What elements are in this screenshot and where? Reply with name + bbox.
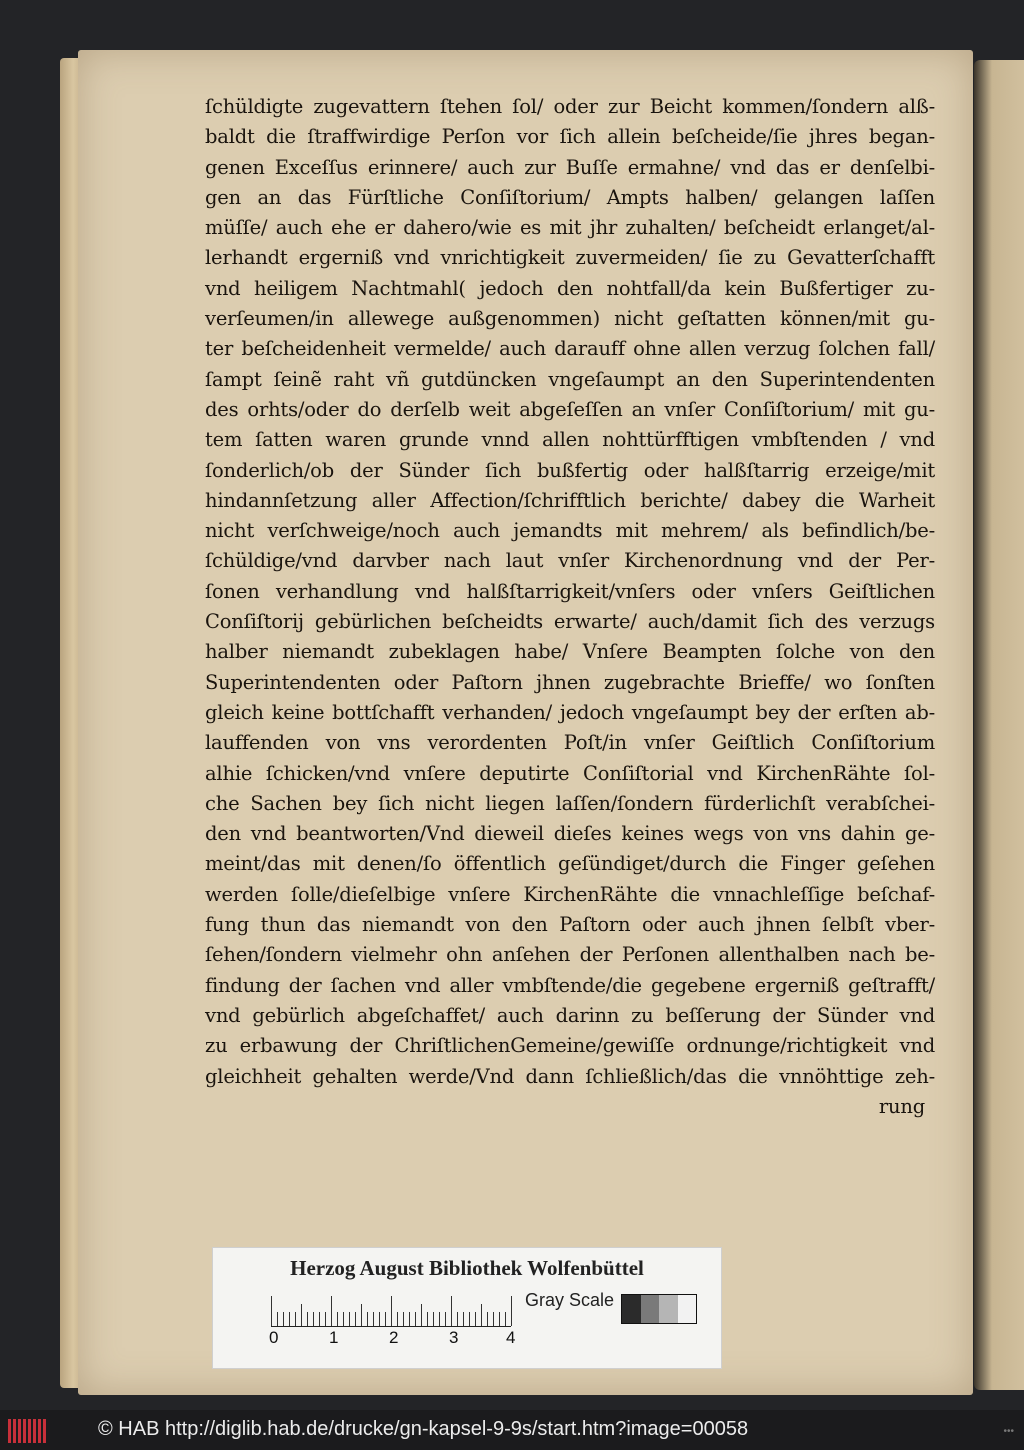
ruler-tick bbox=[499, 1312, 500, 1326]
ruler-tick bbox=[445, 1312, 446, 1326]
ruler-tick bbox=[391, 1296, 392, 1326]
text-line: ter beſcheidenheit vermelde/ auch darauff ohne allen verzug ſolchen fall/ bbox=[205, 337, 935, 361]
ruler-tick bbox=[307, 1312, 308, 1326]
ruler-tick bbox=[271, 1296, 272, 1326]
ruler-tick bbox=[397, 1312, 398, 1326]
ruler-tick bbox=[373, 1312, 374, 1326]
text-line: vnd gebürlich abgeſchaffet/ auch darinn zu beſſerung der Sünder vnd bbox=[205, 1003, 935, 1027]
text-line: hindannſetzung aller Affection/ſchrifftlich berichte/ dabey die Warheit bbox=[205, 488, 935, 512]
ruler-tick bbox=[457, 1312, 458, 1326]
text-line: vnd heiligem Nachtmahl( jedoch den nohtfall/da kein Bußfertiger zu- bbox=[205, 276, 935, 300]
text-line: Conſiſtorij gebürlichen beſcheidts erwarte/ auch/damit ſich des verzugs bbox=[205, 610, 935, 634]
gray-swatch bbox=[641, 1295, 660, 1323]
ruler-tick bbox=[469, 1312, 470, 1326]
text-line: fung thun das niemandt von den Paſtorn oder auch jhnen ſelbſt vber- bbox=[205, 913, 935, 937]
ruler-tick bbox=[343, 1312, 344, 1326]
ruler-label: 0 bbox=[269, 1328, 279, 1347]
ruler-tick bbox=[511, 1296, 512, 1326]
text-line: gen an das Fürſtliche Conſiſtorium/ Ampts halben/ gelangen laſſen bbox=[205, 185, 935, 209]
next-page-edge bbox=[974, 60, 1024, 1390]
ruler-tick bbox=[313, 1312, 314, 1326]
text-line: den vnd beantworten/Vnd dieweil dieſes keines wegs von vns dahin ge- bbox=[205, 822, 935, 846]
footer-link[interactable]: © HAB http://diglib.hab.de/drucke/gn-kapsel-9-9s/start.htm?image=00058 bbox=[98, 1418, 749, 1440]
text-line: genen Exceſſus erinnere/ auch zur Buſſe ermahne/ vnd das er denſelbi- bbox=[205, 155, 935, 179]
gray-scale-label: Gray Scale bbox=[525, 1290, 615, 1310]
ruler-tick bbox=[295, 1312, 296, 1326]
text-line: findung der ſachen vnd aller vmbſtende/die gegebene ergerniß geſtrafft/ bbox=[205, 973, 935, 997]
page-text bbox=[205, 92, 935, 1122]
ruler-tick bbox=[331, 1296, 332, 1326]
text-line: meint/das mit denen/ſo öffentlich geſündiget/durch die Finger geſehen bbox=[205, 852, 935, 876]
ruler-label: 2 bbox=[389, 1328, 399, 1347]
text-line: ſehen/ſondern vielmehr ohn anſehen der Perſonen allenthalben nach be- bbox=[205, 943, 935, 967]
text-line: rung bbox=[878, 1094, 925, 1118]
ruler-tick bbox=[439, 1312, 440, 1326]
text-line: lerhandt ergerniß vnd vnrichtigkeit zuvermeiden/ ſie zu Gevatterſchafft bbox=[205, 246, 935, 270]
ruler-label: 3 bbox=[449, 1328, 459, 1347]
text-line: tem ſatten waren grunde vnnd allen nohttürfftigen vmbſtenden / vnd bbox=[205, 428, 935, 452]
text-line: nicht verſchweige/noch auch jemandts mit mehrem/ als befindlich/be- bbox=[205, 519, 935, 543]
ruler-label: 4 bbox=[506, 1328, 516, 1347]
text-line: ſchüldige/vnd darvber nach laut vnſer Kirchenordnung vnd der Per- bbox=[205, 549, 935, 573]
text-line: gleich keine bottſchafft verhanden/ jedoch vngeſaumpt bey der erſten ab- bbox=[205, 700, 935, 724]
ruler-tick bbox=[319, 1312, 320, 1326]
ruler-tick bbox=[349, 1312, 350, 1326]
ruler-tick bbox=[505, 1312, 506, 1326]
text-line: baldt die ſtraffwirdige Perſon vor ſich allein beſcheide/ſie jhres began- bbox=[205, 125, 935, 149]
ruler-tick bbox=[451, 1296, 452, 1326]
text-line: che Sachen bey ſich nicht liegen laſſen/ſondern fürderlichſt verabſchei- bbox=[205, 791, 935, 815]
text-line: verſeumen/in allewege außgenommen) nicht geſtatten können/mit gu- bbox=[205, 307, 935, 331]
ruler-tick bbox=[277, 1312, 278, 1326]
ruler-tick bbox=[415, 1312, 416, 1326]
text-line: ſonderlich/ob der Sünder ſich bußfertig oder halßſtarrig erzeige/mit bbox=[205, 458, 935, 482]
ruler-tick bbox=[463, 1312, 464, 1326]
colorbar-title: Herzog August Bibliothek Wolfenbüttel bbox=[290, 1256, 644, 1280]
ruler-tick bbox=[325, 1312, 326, 1326]
text-line: werden ſolle/dieſelbige vnſere KirchenRähte die vnnachleſſige beſchaf- bbox=[205, 882, 935, 906]
footer-dots: ••• bbox=[1003, 1426, 1014, 1437]
ruler-tick bbox=[337, 1312, 338, 1326]
gray-swatch bbox=[678, 1295, 697, 1323]
ruler-label: 1 bbox=[329, 1328, 339, 1347]
ruler-tick bbox=[481, 1304, 482, 1326]
text-line: ſchüldigte zugevattern ſtehen ſol/ oder zur Beicht kommen/ſondern alß- bbox=[205, 95, 935, 118]
text-line: halber niemandt zubeklagen habe/ Vnſere Beampten ſolche von den bbox=[205, 640, 935, 664]
ruler-tick bbox=[475, 1312, 476, 1326]
text-line: gleichheit gehalten werde/Vnd dann ſchließlich/das die vnnöhttige zeh- bbox=[205, 1064, 935, 1088]
ruler-tick bbox=[367, 1312, 368, 1326]
ruler-tick bbox=[385, 1312, 386, 1326]
footer-bar bbox=[0, 1410, 1024, 1450]
ruler-tick bbox=[487, 1312, 488, 1326]
text-line: alhie ſchicken/vnd vnſere deputirte Conſiſtorial vnd KirchenRähte ſol- bbox=[205, 761, 935, 785]
text-line: ſampt ſeinẽ raht vñ gutdüncken vngeſaumpt an den Superintendenten bbox=[205, 367, 935, 391]
ruler-tick bbox=[421, 1304, 422, 1326]
hab-logo-icon bbox=[8, 1419, 48, 1443]
ruler-tick bbox=[433, 1312, 434, 1326]
ruler-tick bbox=[403, 1312, 404, 1326]
gray-scale-swatch bbox=[621, 1294, 697, 1324]
color-calibration-bar bbox=[212, 1247, 722, 1369]
ruler-tick bbox=[409, 1312, 410, 1326]
ruler-tick bbox=[361, 1304, 362, 1326]
text-line: zu erbawung der ChriſtlichenGemeine/gewiſſe ordnunge/richtigkeit vnd bbox=[205, 1034, 935, 1058]
ruler-tick bbox=[379, 1312, 380, 1326]
text-line: Superintendenten oder Paſtorn jhnen zugebrachte Brieffe/ wo ſonſten bbox=[205, 670, 935, 694]
ruler-tick bbox=[289, 1312, 290, 1326]
text-line: ſonen verhandlung vnd halßſtarrigkeit/vnſers oder vnſers Geiſtlichen bbox=[205, 579, 935, 603]
ruler-tick bbox=[283, 1312, 284, 1326]
gray-swatch bbox=[622, 1295, 641, 1323]
ruler-tick bbox=[427, 1312, 428, 1326]
ruler bbox=[271, 1294, 511, 1327]
ruler-tick bbox=[301, 1304, 302, 1326]
ruler-tick bbox=[493, 1312, 494, 1326]
gray-swatch bbox=[659, 1295, 678, 1323]
text-line: müſſe/ auch ehe er dahero/wie es mit jhr zuhalten/ beſcheidt erlanget/al- bbox=[205, 216, 935, 240]
ruler-tick bbox=[355, 1312, 356, 1326]
text-line: des orhts/oder do derſelb weit abgeſeſſen an vnſer Conſiſtorium/ mit gu- bbox=[205, 397, 935, 421]
text-line: lauffenden von vns verordenten Poſt/in vnſer Geiſtlich Conſiſtorium bbox=[205, 731, 935, 755]
